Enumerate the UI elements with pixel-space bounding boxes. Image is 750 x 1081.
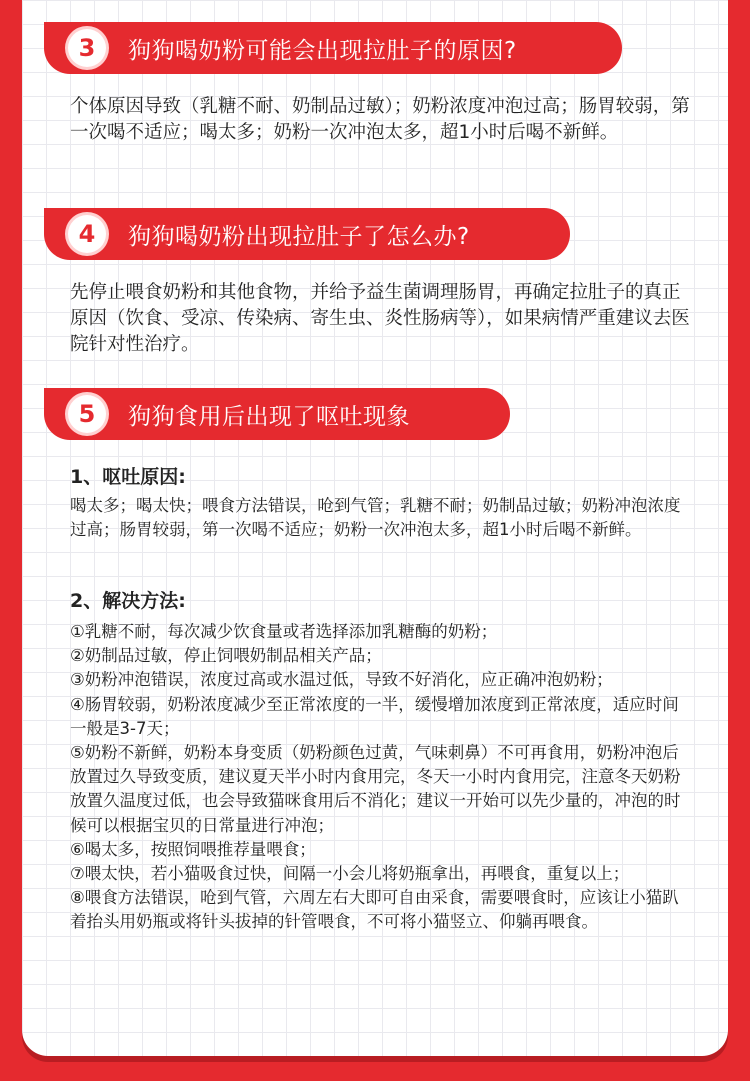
section-4-body: 先停止喂食奶粉和其他食物，并给予益生菌调理肠胃，再确定拉肚子的真正原因（饮食、受凉、传染病、寄生虫、炎性肠病等），如果病情严重建议去医院针对性治疗。 <box>70 282 690 355</box>
solution-item-6: ⑥喝太多，按照饲喂推荐量喂食； <box>70 839 316 859</box>
section-3-number: 3 <box>68 29 106 67</box>
solution-item-4: ④肠胃较弱，奶粉浓度减少至正常浓度的一半，缓慢增加浓度到正常浓度，适应时间一般是3-7天； <box>70 694 679 738</box>
section-4-title: 狗狗喝奶粉出现拉肚子了怎么办? <box>128 223 470 250</box>
section-5-title: 狗狗食用后出现了呕吐现象 <box>128 403 410 430</box>
section-4-header <box>44 208 570 260</box>
solution-item-1: ①乳糖不耐，每次减少饮食量或者选择添加乳糖酶的奶粉； <box>70 622 498 641</box>
solution-item-3: ③奶粉冲泡错误，浓度过高或水温过低，导致不好消化，应正确冲泡奶粉； <box>70 670 613 690</box>
section-5-number: 5 <box>68 395 106 433</box>
solution-item-5: ⑤奶粉不新鲜，奶粉本身变质（奶粉颜色过黄，气味刺鼻）不可再食用，奶粉冲泡后放置过久导致变质，建议夏天半小时内食用完，冬天一小时内食用完，注意冬天奶粉放置久温度过低，也会导致猫咪食用后不消化；建议一开始可以先少量的，冲泡的时候可以根据宝贝的日常量进行冲泡； <box>70 743 681 835</box>
solutions-list <box>70 620 690 935</box>
section-3-body: 个体原因导致（乳糖不耐、奶制品过敏）；奶粉浓度冲泡过高；肠胃较弱，第一次喝不适应；喝太多；奶粉一次冲泡太多，超1小时后喝不新鲜。 <box>70 96 690 143</box>
section-3-header <box>44 22 622 74</box>
solution-item-7: ⑦喂太快，若小猫吸食过快，间隔一小会儿将奶瓶拿出，再喂食，重复以上； <box>70 864 630 884</box>
vomit-cause-body: 喝太多；喝太快；喂食方法错误，呛到气管；乳糖不耐；奶制品过敏；奶粉冲泡浓度过高；肠胃较弱，第一次喝不适应；奶粉一次冲泡太多，超1小时后喝不新鲜。 <box>70 496 681 540</box>
section-5-header <box>44 388 510 440</box>
section-4-number: 4 <box>68 215 106 253</box>
vomit-cause-heading: 1、呕吐原因: <box>70 466 186 488</box>
section-3-title: 狗狗喝奶粉可能会出现拉肚子的原因? <box>128 37 517 64</box>
solution-item-8: ⑧喂食方法错误，呛到气管，六周左右大即可自由采食，需要喂食时，应该让小猫趴着抬头用奶瓶或将针头拔掉的针管喂食，不可将小猫竖立、仰躺再喂食。 <box>70 888 679 932</box>
solutions-heading: 2、解决方法: <box>70 590 186 612</box>
solution-item-2: ②奶制品过敏，停止饲喂奶制品相关产品； <box>70 646 382 666</box>
